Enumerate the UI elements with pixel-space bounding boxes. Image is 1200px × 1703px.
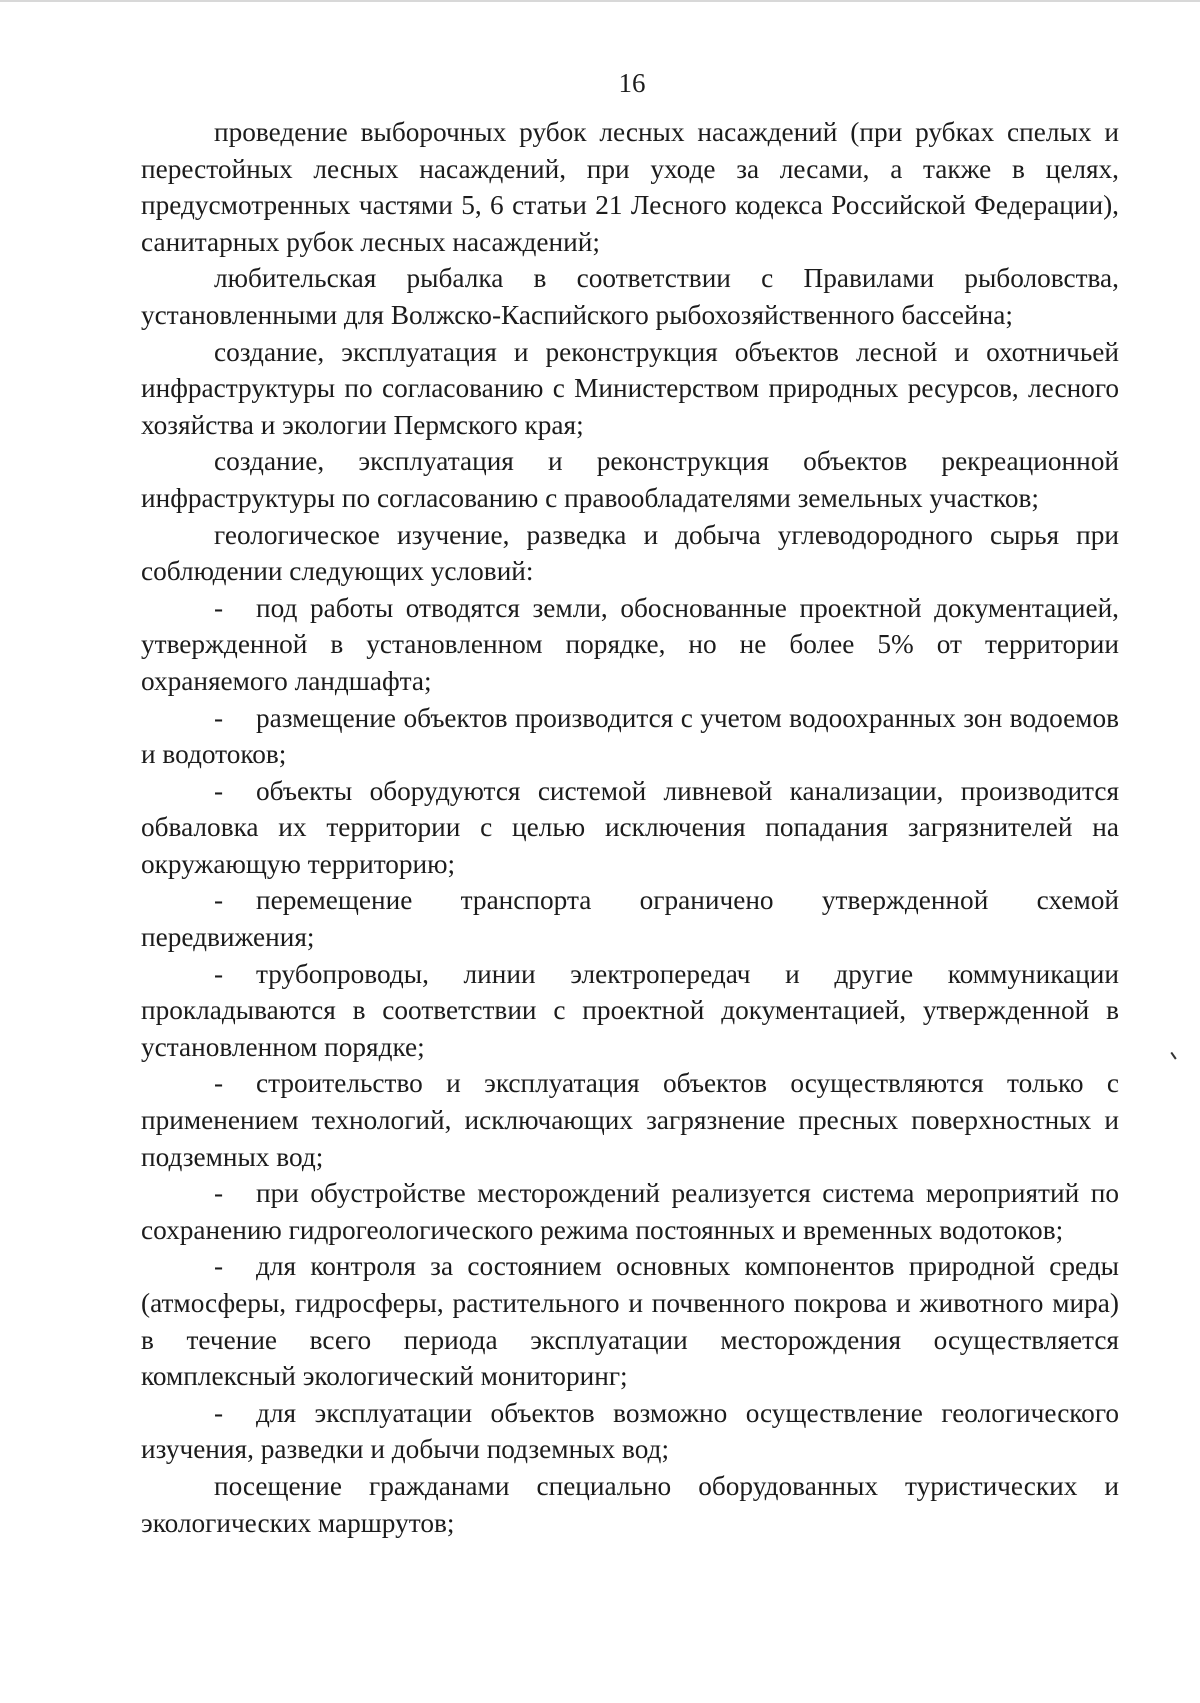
scan-speck — [1170, 1048, 1181, 1059]
paragraph-text: создание, эксплуатация и реконструкция объектов лесной и охотничьей инфраструктуры по согласованию с Министерством природных ресурсов, лесного хозяйства и экологии Пермского края; — [141, 336, 1119, 440]
paragraph-recreational-infrastructure — [141, 443, 1119, 516]
list-item-text: строительство и эксплуатация объектов осуществляются только с применением технологий, исключающих загрязнение пресных поверхностных и подземных вод; — [141, 1068, 1119, 1172]
list-item — [141, 1065, 1119, 1175]
page-number: 16 — [618, 68, 646, 98]
list-item — [141, 1395, 1119, 1468]
list-marker: - — [214, 592, 224, 623]
paragraph-tourist-routes — [141, 1468, 1119, 1541]
list-marker: - — [214, 1251, 224, 1282]
list-item-text: размещение объектов производится с учетом водоохранных зон водоемов и водотоков; — [141, 702, 1119, 770]
list-item — [141, 700, 1119, 773]
list-marker: - — [214, 885, 224, 916]
list-item — [141, 882, 1119, 955]
list-marker: - — [214, 702, 224, 733]
list-marker: - — [214, 1178, 224, 1209]
paragraph-text: геологическое изучение, разведка и добыча углеводородного сырья при соблюдении следующих условий: — [141, 519, 1119, 587]
document-body — [141, 114, 1119, 1541]
list-item — [141, 956, 1119, 1066]
paragraph-amateur-fishing — [141, 260, 1119, 333]
list-item — [141, 1248, 1119, 1394]
list-marker: - — [214, 1068, 224, 1099]
paragraph-text: проведение выборочных рубок лесных насаждений (при рубках спелых и перестойных лесных насаждений, при уходе за лесами, а также в целях, предусмотренных частями 5, 6 статьи 21 Лесного кодекса Российской Федерации), санитарных рубок лесных насаждений; — [141, 117, 1119, 257]
list-item-text: объекты оборудуются системой ливневой канализации, производится обваловка их территории с целью исключения попадания загрязнителей на окружающую территорию; — [141, 775, 1119, 879]
list-item-text: при обустройстве месторождений реализуется система мероприятий по сохранению гидрогеологического режима постоянных и временных водотоков; — [141, 1178, 1119, 1245]
list-marker: - — [214, 1397, 224, 1428]
list-item — [141, 590, 1119, 700]
paragraph-hydrocarbon-exploration — [141, 517, 1119, 590]
paragraph-selective-felling — [141, 114, 1119, 260]
list-marker: - — [214, 958, 224, 989]
paragraph-text: посещение гражданами специально оборудованных туристических и экологических маршрутов; — [141, 1470, 1119, 1538]
paragraph-text: создание, эксплуатация и реконструкция объектов рекреационной инфраструктуры по согласованию с правообладателями земельных участков; — [141, 446, 1119, 513]
scan-edge-line — [0, 0, 1200, 2]
list-item — [141, 1175, 1119, 1248]
list-item-text: перемещение транспорта ограничено утвержденной схемой передвижения; — [141, 885, 1119, 953]
list-item-text: для контроля за состоянием основных компонентов природной среды (атмосферы, гидросферы, растительного и почвенного покрова и животного мира) в течение всего периода эксплуатации месторождения осуществляется комплексный экологический мониторинг; — [141, 1251, 1119, 1392]
list-marker: - — [214, 775, 224, 806]
paragraph-forest-infrastructure — [141, 334, 1119, 444]
list-item-text: для эксплуатации объектов возможно осуществление геологического изучения, разведки и добычи подземных вод; — [141, 1397, 1119, 1465]
list-item-text: трубопроводы, линии электропередач и другие коммуникации прокладываются в соответствии с проектной документацией, утвержденной в установленном порядке; — [141, 958, 1119, 1062]
list-item-text: под работы отводятся земли, обоснованные проектной документацией, утвержденной в установленном порядке, но не более 5% от территории охраняемого ландшафта; — [141, 592, 1119, 696]
list-item — [141, 773, 1119, 883]
paragraph-text: любительская рыбалка в соответствии с Правилами рыболовства, установленными для Волжско-Каспийского рыбохозяйственного бассейна; — [141, 263, 1119, 330]
